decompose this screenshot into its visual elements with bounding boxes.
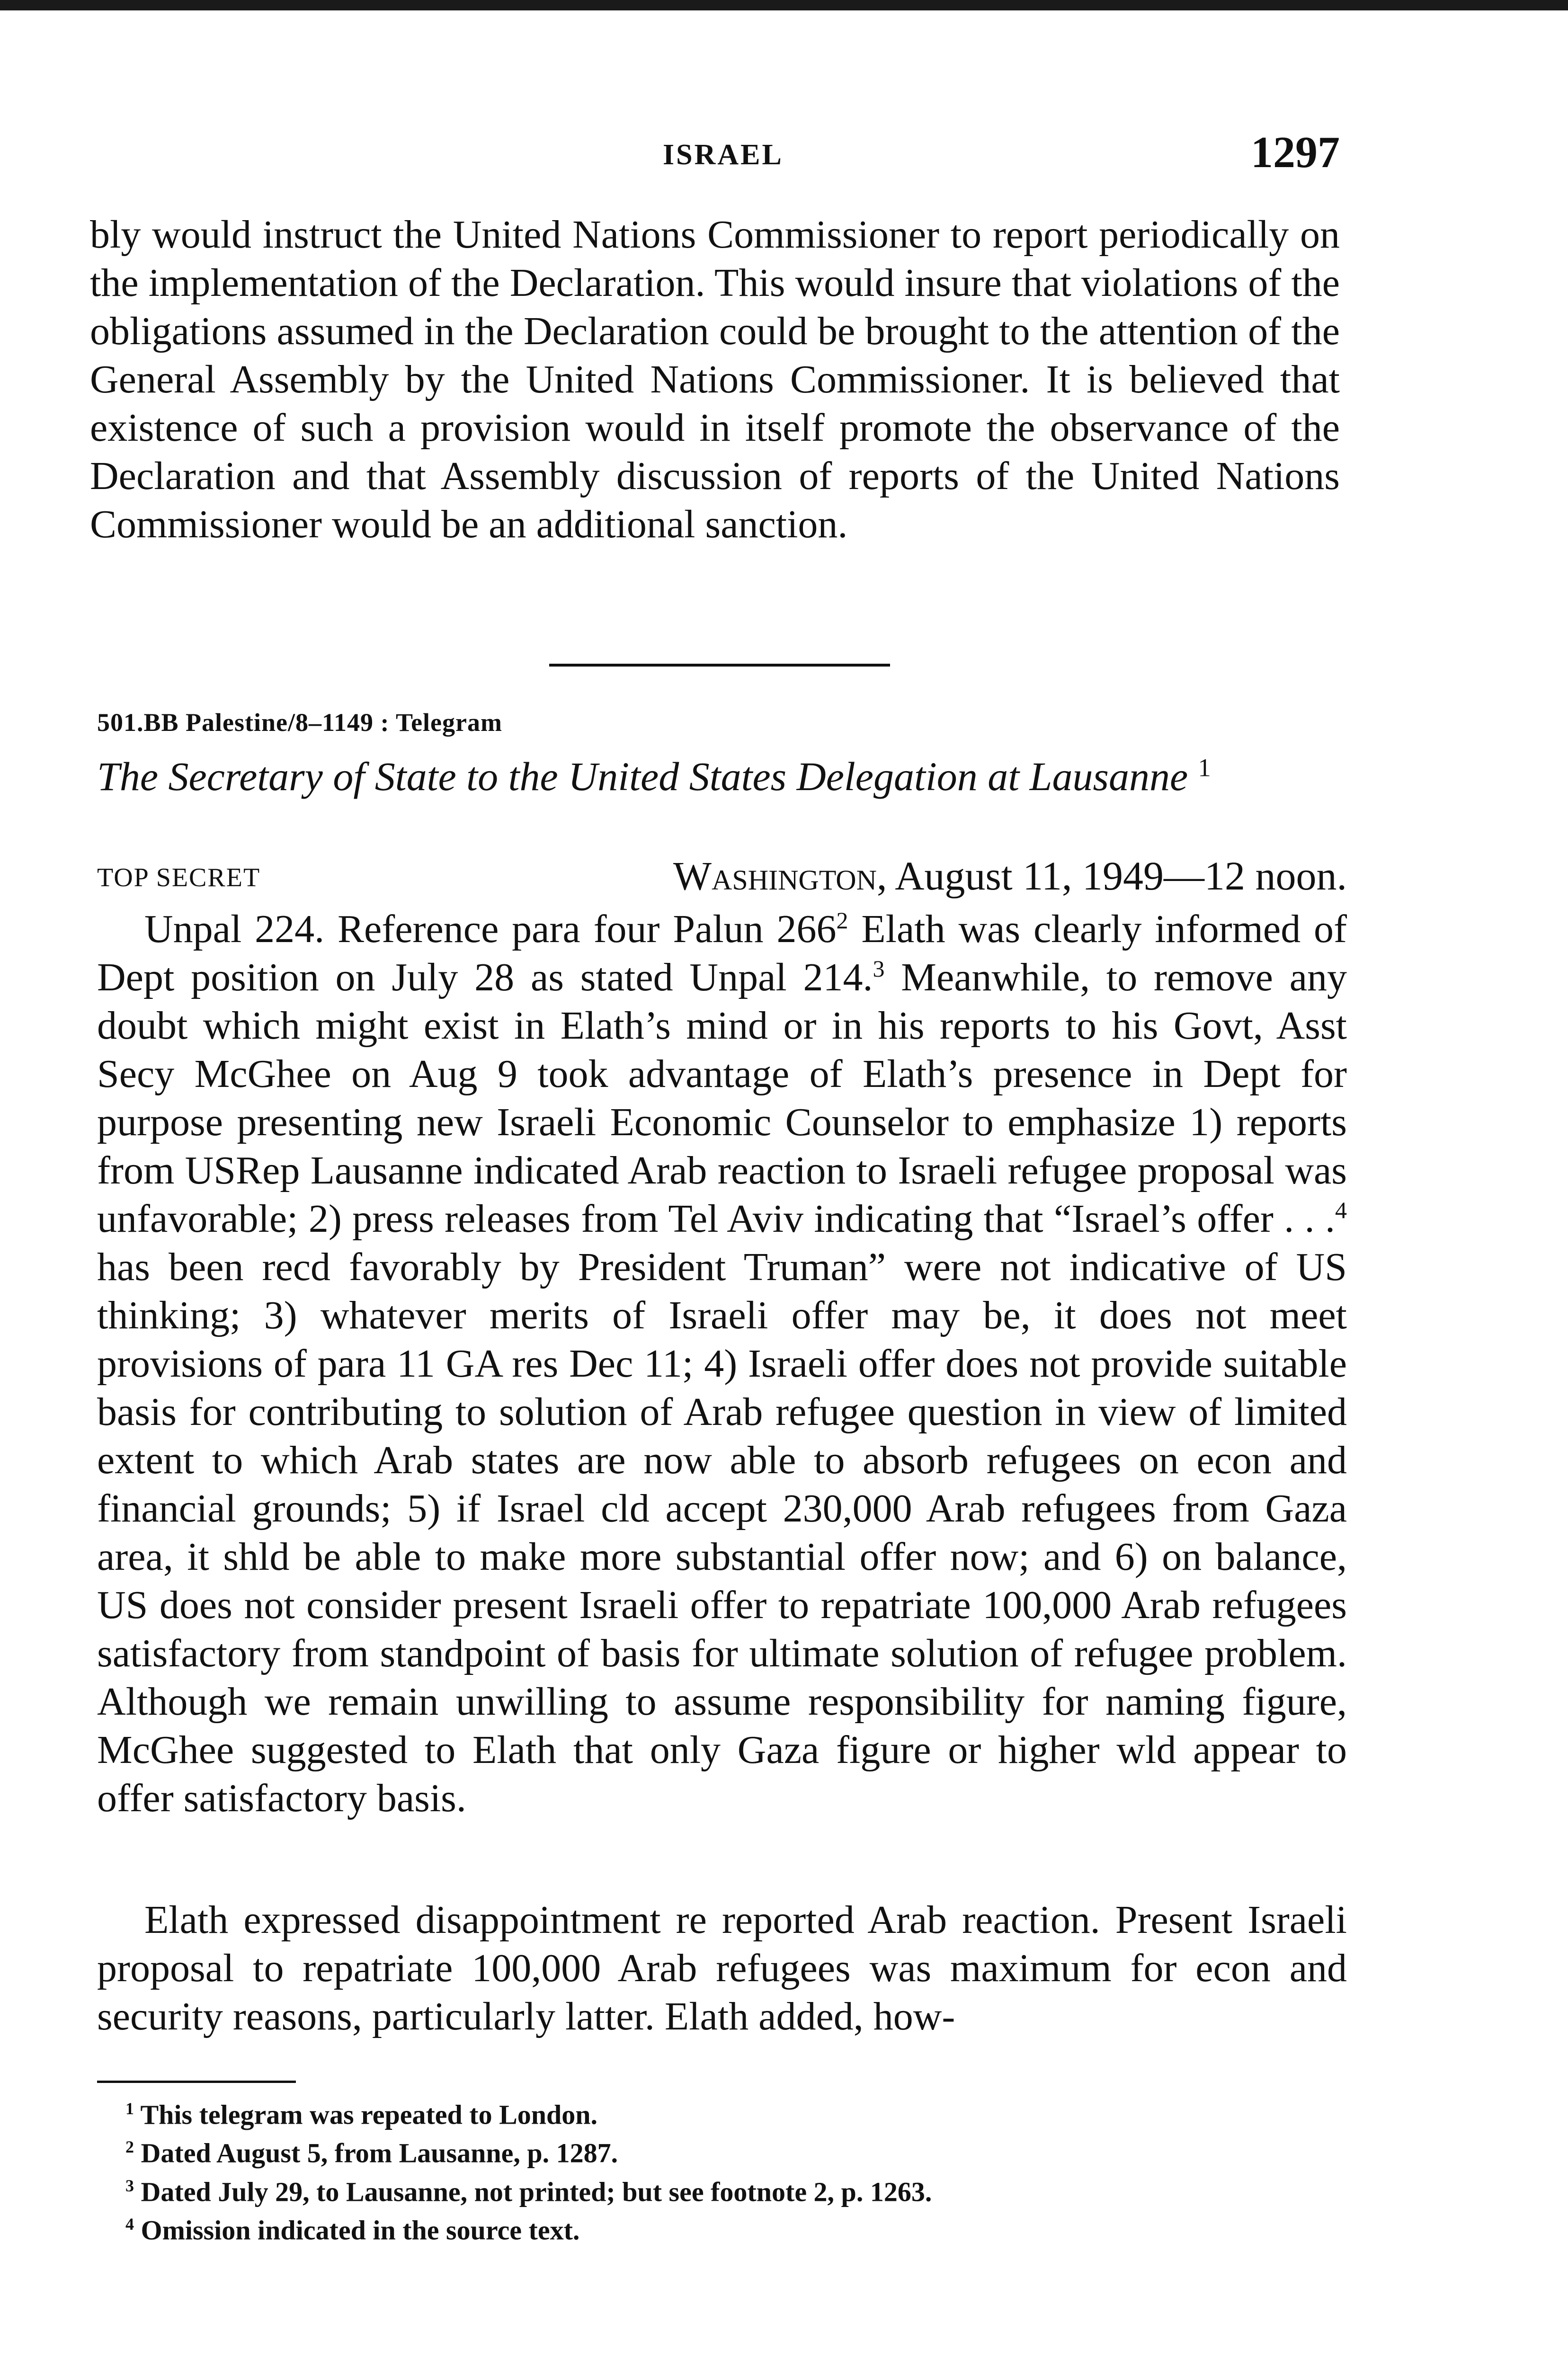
para1-part1: Unpal 224. Reference para four Palun 266	[144, 907, 837, 951]
footnote-text: Dated August 5, from Lausanne, p. 1287.	[141, 2137, 618, 2169]
place: Washington	[673, 853, 877, 899]
footnote	[125, 2208, 1309, 2246]
place-date	[673, 852, 1347, 899]
footnote-ref-2: 2	[836, 907, 848, 934]
continuation-paragraph: bly would instruct the United Nations Commissioner to report periodically on the implementation of the Declaration. This would insure that violations of the obligations assumed in the Declaration could be brought to the attention of the General Assembly by the United Nations Commissioner. It is believed that existence of such a provision would in itself promote the observance of the Declaration and that Assembly discussion of reports of the United Nations Commissioner would be an additional sanction.	[90, 213, 1340, 546]
para1-part2: Elath was clearly informed of Dept position on July 28 as stated Unpal 214.	[97, 907, 1347, 999]
dateline	[97, 852, 1347, 899]
footnote-text: This telegram was repeated to London.	[140, 2099, 598, 2130]
footnote-text: Dated July 29, to Lausanne, not printed; but see footnote 2, p. 1263.	[141, 2176, 932, 2207]
running-title: ISRAEL	[663, 139, 784, 171]
footnotes	[125, 2092, 1309, 2246]
footnote-ref-1: 1	[1198, 753, 1211, 782]
telegram-paragraph-2: Elath expressed disappointment re reported Arab reaction. Present Israeli proposal to repatriate 100,000 Arab refugees was maximum for econ and security reasons, particularly latter. Elath added, how-	[97, 1898, 1347, 2038]
scan-top-edge	[0, 0, 1568, 10]
footnote-text: Omission indicated in the source text.	[141, 2215, 580, 2246]
footnote-mark: 4	[125, 2214, 134, 2234]
footnote-mark: 2	[125, 2137, 134, 2157]
footnote-rule	[97, 2081, 296, 2083]
page-number: 1297	[1251, 128, 1340, 177]
classification: TOP SECRET	[97, 863, 261, 892]
para1-part4: has been recd favorably by President Truman” were not indicative of US thinking; 3) whatever merits of Israeli offer may be, it does not meet provisions of para 11 GA res Dec 11; 4) Israeli offer does not provide suitable basis for contributing to solution of Arab refugee question in view of limited extent to which Arab states are now able to absorb refugees on econ and financial grounds; 5) if Israel cld accept 230,000 Arab refugees from Gaza area, it shld be able to make more substantial offer now; and 6) on balance, US does not consider present Israeli offer to repatriate 100,000 Arab refugees satisfactory from standpoint of basis for ultimate solution of refugee problem. Although we remain unwilling to assume responsibility for naming figure, McGhee suggested to Elath that only Gaza figure or higher wld appear to offer satisfactory basis.	[97, 1245, 1347, 1820]
file-reference: 501.BB Palestine/8–1149 : Telegram	[97, 708, 502, 737]
footnote-mark: 1	[125, 2099, 134, 2118]
footnote-mark: 3	[125, 2176, 134, 2195]
section-divider	[549, 664, 890, 667]
running-head	[90, 127, 1340, 179]
document-title	[97, 753, 1347, 800]
document-title-text: The Secretary of State to the United States Delegation at Lausanne	[97, 754, 1188, 799]
footnote	[125, 2131, 1309, 2169]
para1-part3: Meanwhile, to remove any doubt which might exist in Elath’s mind or in his reports to his Govt, Asst Secy McGhee on Aug 9 took advantage of Elath’s presence in Dept for purpose presenting new Israeli Economic Counselor to emphasize 1) reports from USRep Lausanne indicated Arab reaction to Israeli refugee proposal was unfavorable; 2) press releases from Tel Aviv indicating that “Israel’s offer . . .	[97, 955, 1347, 1241]
date: , August 11, 1949—12 noon.	[876, 853, 1347, 899]
footnote	[125, 2092, 1309, 2131]
telegram-paragraph-1	[97, 905, 1347, 1823]
footnote-ref-4: 4	[1335, 1197, 1347, 1223]
footnote	[125, 2170, 1309, 2208]
footnote-ref-3: 3	[873, 955, 885, 982]
